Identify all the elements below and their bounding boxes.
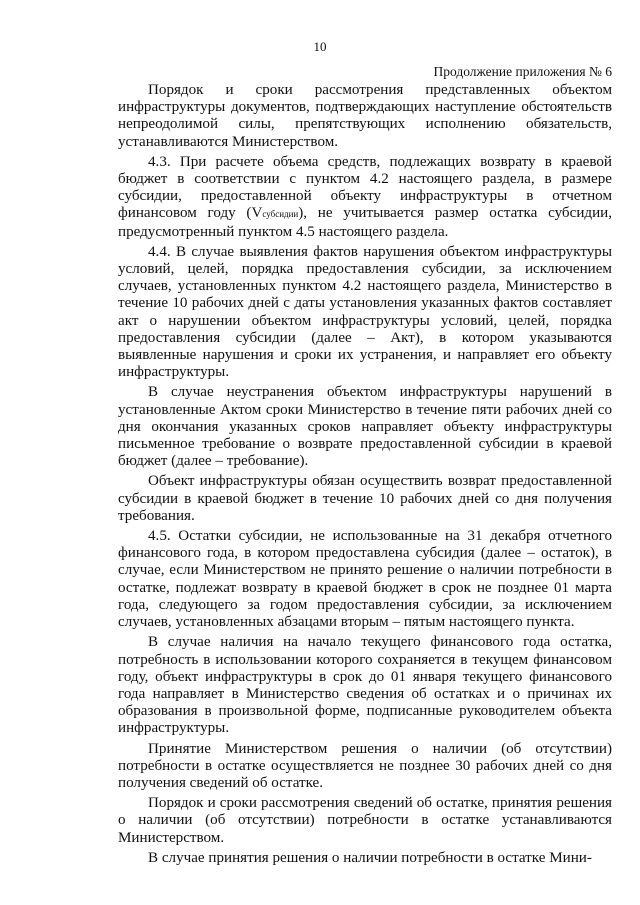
paragraph-non-elimination: В случае неустранения объектом инфраструктуры нарушений в установленные Актом сроки Министерство в течение пяти рабочих дней со дня окончания указанных сроков направляет объекту инфраструктуры письменное требование о возврате предоставленной субсидии в краевой бюджет (далее – требование). — [118, 384, 612, 470]
page-number: 10 — [313, 39, 327, 54]
paragraph-remaining-need: В случае наличия на начало текущего финансового года остатка, потребность в использовании которого сохраняется в текущем финансовом году, объект инфраструктуры в срок до 01 января текущего финансового года направляет в Министерство сведения об остатках и о причинах их образования в произвольной форме, подписанные руководителем объекта инфраструктуры. — [118, 634, 612, 737]
paragraph-4-3 — [118, 154, 612, 241]
paragraph-4-4: 4.4. В случае выявления фактов нарушения объектом инфраструктуры условий, целей, порядка предоставления субсидии, за исключением случаев, установленных пунктом 4.2 настоящего раздела, Министерство в течение 10 рабочих дней с даты установления указанных фактов составляет акт о нарушении объектом инфраструктуры условий, целей, порядка предоставления субсидии (далее – Акт), в котором указываются выявленные нарушения и сроки их устранения, и направляет его объекту инфраструктуры. — [118, 243, 612, 381]
appendix-continuation-header: Продолжение приложения № 6 — [433, 64, 612, 79]
subscript-subsidy: субсидии — [262, 209, 299, 220]
paragraph-4-3-text-start: 4.3. При расчете объема средств, подлежащих возврату в краевой бюджет в соответствии с пунктом 4.2 настоящего раздела, в размере субсидии, предоставленной объекту инфраструктуры в отчетном финансовом году (V — [118, 153, 612, 222]
paragraph-force-majeure-procedure: Порядок и сроки рассмотрения представленных объектом инфраструктуры документов, подтверждающих наступление обстоятельств непреодолимой силы, препятствующих исполнению обязательств, устанавливаются Министерством. — [118, 82, 612, 150]
document-body — [118, 82, 612, 870]
paragraph-review-procedure: Порядок и сроки рассмотрения сведений об остатке, принятия решения о наличии (об отсутствии) потребности в остатке устанавливаются Министерством. — [118, 795, 612, 846]
paragraph-decision-case: В случае принятия решения о наличии потребности в остатке Мини- — [148, 849, 592, 866]
paragraph-4-5: 4.5. Остатки субсидии, не использованные на 31 декабря отчетного финансового года, в котором предоставлена субсидия (далее – остаток), в случае, если Министерством не принято решение о наличии потребности в остатке, подлежат возврату в краевой бюджет в срок не позднее 01 марта года, следующего за годом предоставления субсидии, за исключением случаев, установленных абзацами вторым – пятым настоящего пункта. — [118, 528, 612, 631]
paragraph-4-3-text-end: ), не учитывается размер остатка субсидии, предусмотренный пунктом 4.5 настоящего раздела. — [118, 205, 613, 240]
paragraph-refund-obligation: Объект инфраструктуры обязан осуществить возврат предоставленной субсидии в краевой бюджет в течение 10 рабочих дней со дня получения требования. — [118, 473, 612, 524]
paragraph-decision-deadline: Принятие Министерством решения о наличии (об отсутствии) потребности в остатке осуществляется не позднее 30 рабочих дней со дня получения сведений об остатке. — [118, 740, 612, 791]
